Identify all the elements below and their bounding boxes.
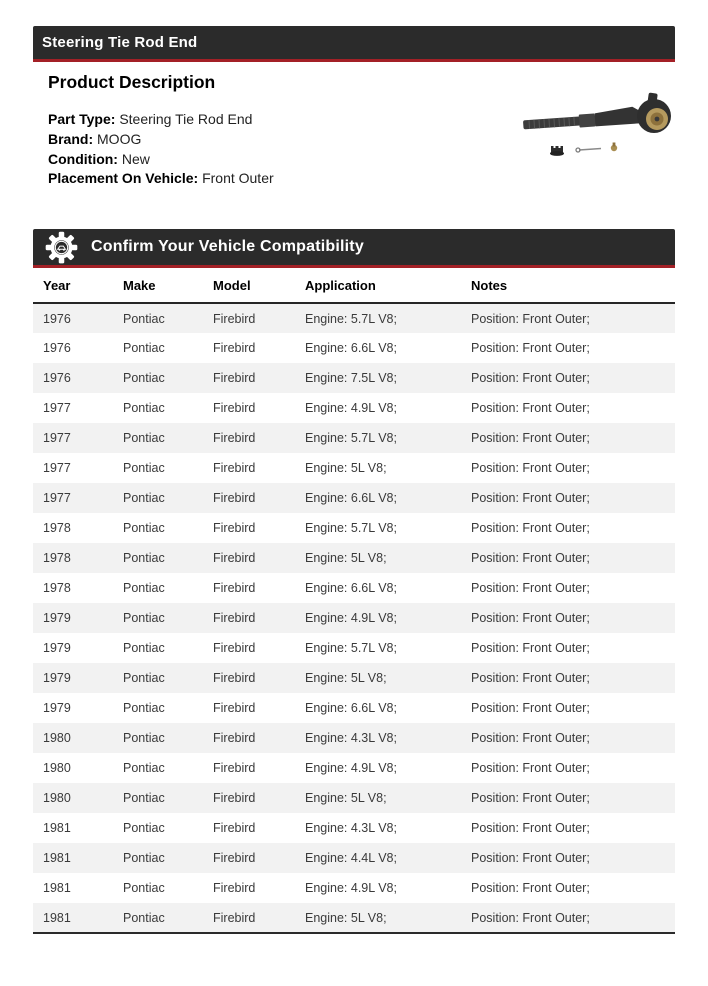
cell-year: 1980 (43, 731, 71, 746)
cell-notes: Position: Front Outer; (471, 581, 590, 596)
cell-year: 1978 (43, 551, 71, 566)
cell-application: Engine: 5L V8; (305, 910, 387, 925)
cell-application: Engine: 4.3L V8; (305, 731, 397, 746)
cell-make: Pontiac (123, 910, 165, 925)
table-row (33, 813, 675, 843)
cell-year: 1981 (43, 910, 71, 925)
cell-application: Engine: 4.3L V8; (305, 821, 397, 836)
table-row (33, 723, 675, 753)
column-header-make: Make (113, 268, 203, 303)
compatibility-table (33, 268, 675, 934)
cell-model: Firebird (213, 341, 256, 356)
cell-make: Pontiac (123, 701, 165, 716)
column-header-application: Application (295, 268, 461, 303)
table-row (33, 543, 675, 573)
cell-year: 1980 (43, 761, 71, 776)
cell-notes: Position: Front Outer; (471, 341, 590, 356)
table-header-row (33, 268, 675, 303)
cell-model: Firebird (213, 461, 256, 476)
compatibility-header-bar (33, 229, 675, 268)
cell-application: Engine: 5L V8; (305, 791, 387, 806)
cell-year: 1976 (43, 371, 71, 386)
cell-application: Engine: 6.6L V8; (305, 581, 397, 596)
cell-make: Pontiac (123, 821, 165, 836)
cell-make: Pontiac (123, 731, 165, 746)
column-header-model: Model (203, 268, 295, 303)
cell-notes: Position: Front Outer; (471, 401, 590, 416)
cell-application: Engine: 4.9L V8; (305, 881, 397, 896)
cell-notes: Position: Front Outer; (471, 910, 590, 925)
cell-make: Pontiac (123, 581, 165, 596)
cell-make: Pontiac (123, 761, 165, 776)
table-row (33, 633, 675, 663)
cell-notes: Position: Front Outer; (471, 761, 590, 776)
cell-year: 1976 (43, 341, 71, 356)
cell-model: Firebird (213, 491, 256, 506)
cell-notes: Position: Front Outer; (471, 371, 590, 386)
cell-model: Firebird (213, 431, 256, 446)
cell-application: Engine: 5L V8; (305, 671, 387, 686)
attribute-placement: Placement On Vehicle: Front Outer (48, 170, 274, 187)
column-header-notes: Notes (461, 268, 675, 303)
cell-make: Pontiac (123, 611, 165, 626)
cell-application: Engine: 6.6L V8; (305, 491, 397, 506)
cell-model: Firebird (213, 731, 256, 746)
cell-make: Pontiac (123, 401, 165, 416)
cell-notes: Position: Front Outer; (471, 791, 590, 806)
cell-notes: Position: Front Outer; (471, 551, 590, 566)
cell-make: Pontiac (123, 851, 165, 866)
cell-model: Firebird (213, 881, 256, 896)
listing-template (33, 26, 675, 934)
table-row (33, 333, 675, 363)
cell-notes: Position: Front Outer; (471, 611, 590, 626)
cell-year: 1977 (43, 401, 71, 416)
cell-make: Pontiac (123, 641, 165, 656)
cell-notes: Position: Front Outer; (471, 461, 590, 476)
cell-model: Firebird (213, 371, 256, 386)
table-row (33, 573, 675, 603)
column-header-year: Year (33, 268, 113, 303)
cell-notes: Position: Front Outer; (471, 311, 590, 326)
table-row (33, 783, 675, 813)
cell-application: Engine: 5L V8; (305, 461, 387, 476)
cell-application: Engine: 6.6L V8; (305, 341, 397, 356)
table-row (33, 303, 675, 333)
compatibility-table-body (33, 303, 675, 933)
cell-notes: Position: Front Outer; (471, 821, 590, 836)
cell-make: Pontiac (123, 371, 165, 386)
cell-model: Firebird (213, 701, 256, 716)
cell-year: 1977 (43, 461, 71, 476)
cell-make: Pontiac (123, 551, 165, 566)
cell-application: Engine: 5.7L V8; (305, 311, 397, 326)
product-title: Steering Tie Rod End (42, 34, 198, 51)
cell-make: Pontiac (123, 881, 165, 896)
cell-model: Firebird (213, 641, 256, 656)
cell-make: Pontiac (123, 491, 165, 506)
cell-make: Pontiac (123, 461, 165, 476)
gear-icon (45, 231, 78, 264)
cell-year: 1978 (43, 521, 71, 536)
cell-year: 1981 (43, 851, 71, 866)
cell-application: Engine: 6.6L V8; (305, 701, 397, 716)
cell-notes: Position: Front Outer; (471, 731, 590, 746)
table-row (33, 453, 675, 483)
cell-year: 1979 (43, 611, 71, 626)
cell-year: 1978 (43, 581, 71, 596)
cell-year: 1981 (43, 821, 71, 836)
attribute-brand: Brand: MOOG (48, 130, 142, 147)
table-row (33, 423, 675, 453)
cell-application: Engine: 4.9L V8; (305, 761, 397, 776)
cell-year: 1976 (43, 311, 71, 326)
cell-make: Pontiac (123, 311, 165, 326)
cell-model: Firebird (213, 521, 256, 536)
table-row (33, 693, 675, 723)
table-row (33, 843, 675, 873)
product-description-section (33, 62, 675, 189)
attribute-condition: Condition: New (48, 150, 150, 167)
cell-model: Firebird (213, 671, 256, 686)
cell-make: Pontiac (123, 341, 165, 356)
cell-application: Engine: 5L V8; (305, 551, 387, 566)
cell-year: 1979 (43, 671, 71, 686)
cell-year: 1977 (43, 431, 71, 446)
table-row (33, 903, 675, 933)
cell-notes: Position: Front Outer; (471, 881, 590, 896)
cell-model: Firebird (213, 791, 256, 806)
product-title-bar (33, 26, 675, 62)
compatibility-heading: Confirm Your Vehicle Compatibility (91, 238, 364, 256)
cell-model: Firebird (213, 551, 256, 566)
cell-model: Firebird (213, 401, 256, 416)
cell-make: Pontiac (123, 791, 165, 806)
cell-notes: Position: Front Outer; (471, 701, 590, 716)
cell-model: Firebird (213, 851, 256, 866)
attribute-part-type: Part Type: Steering Tie Rod End (48, 111, 253, 127)
cell-model: Firebird (213, 910, 256, 925)
cell-application: Engine: 5.7L V8; (305, 641, 397, 656)
cell-year: 1981 (43, 881, 71, 896)
compatibility-section (33, 229, 675, 934)
cell-model: Firebird (213, 581, 256, 596)
cell-notes: Position: Front Outer; (471, 851, 590, 866)
table-row (33, 393, 675, 423)
table-row (33, 483, 675, 513)
product-image (521, 84, 689, 171)
description-heading: Product Description (48, 72, 216, 92)
cell-notes: Position: Front Outer; (471, 431, 590, 446)
cell-notes: Position: Front Outer; (471, 671, 590, 686)
cell-application: Engine: 4.4L V8; (305, 851, 397, 866)
cell-notes: Position: Front Outer; (471, 521, 590, 536)
cell-model: Firebird (213, 311, 256, 326)
cell-model: Firebird (213, 611, 256, 626)
cell-application: Engine: 5.7L V8; (305, 431, 397, 446)
cell-notes: Position: Front Outer; (471, 491, 590, 506)
cell-application: Engine: 5.7L V8; (305, 521, 397, 536)
cell-notes: Position: Front Outer; (471, 641, 590, 656)
table-row (33, 363, 675, 393)
cell-model: Firebird (213, 821, 256, 836)
cell-model: Firebird (213, 761, 256, 776)
table-row (33, 603, 675, 633)
table-row (33, 753, 675, 783)
cell-year: 1979 (43, 641, 71, 656)
cell-year: 1980 (43, 791, 71, 806)
cell-year: 1979 (43, 701, 71, 716)
cell-application: Engine: 4.9L V8; (305, 611, 397, 626)
cell-make: Pontiac (123, 521, 165, 536)
cell-year: 1977 (43, 491, 71, 506)
cell-application: Engine: 7.5L V8; (305, 371, 397, 386)
table-row (33, 873, 675, 903)
table-row (33, 513, 675, 543)
cell-application: Engine: 4.9L V8; (305, 401, 397, 416)
cell-make: Pontiac (123, 431, 165, 446)
cell-make: Pontiac (123, 671, 165, 686)
table-row (33, 663, 675, 693)
